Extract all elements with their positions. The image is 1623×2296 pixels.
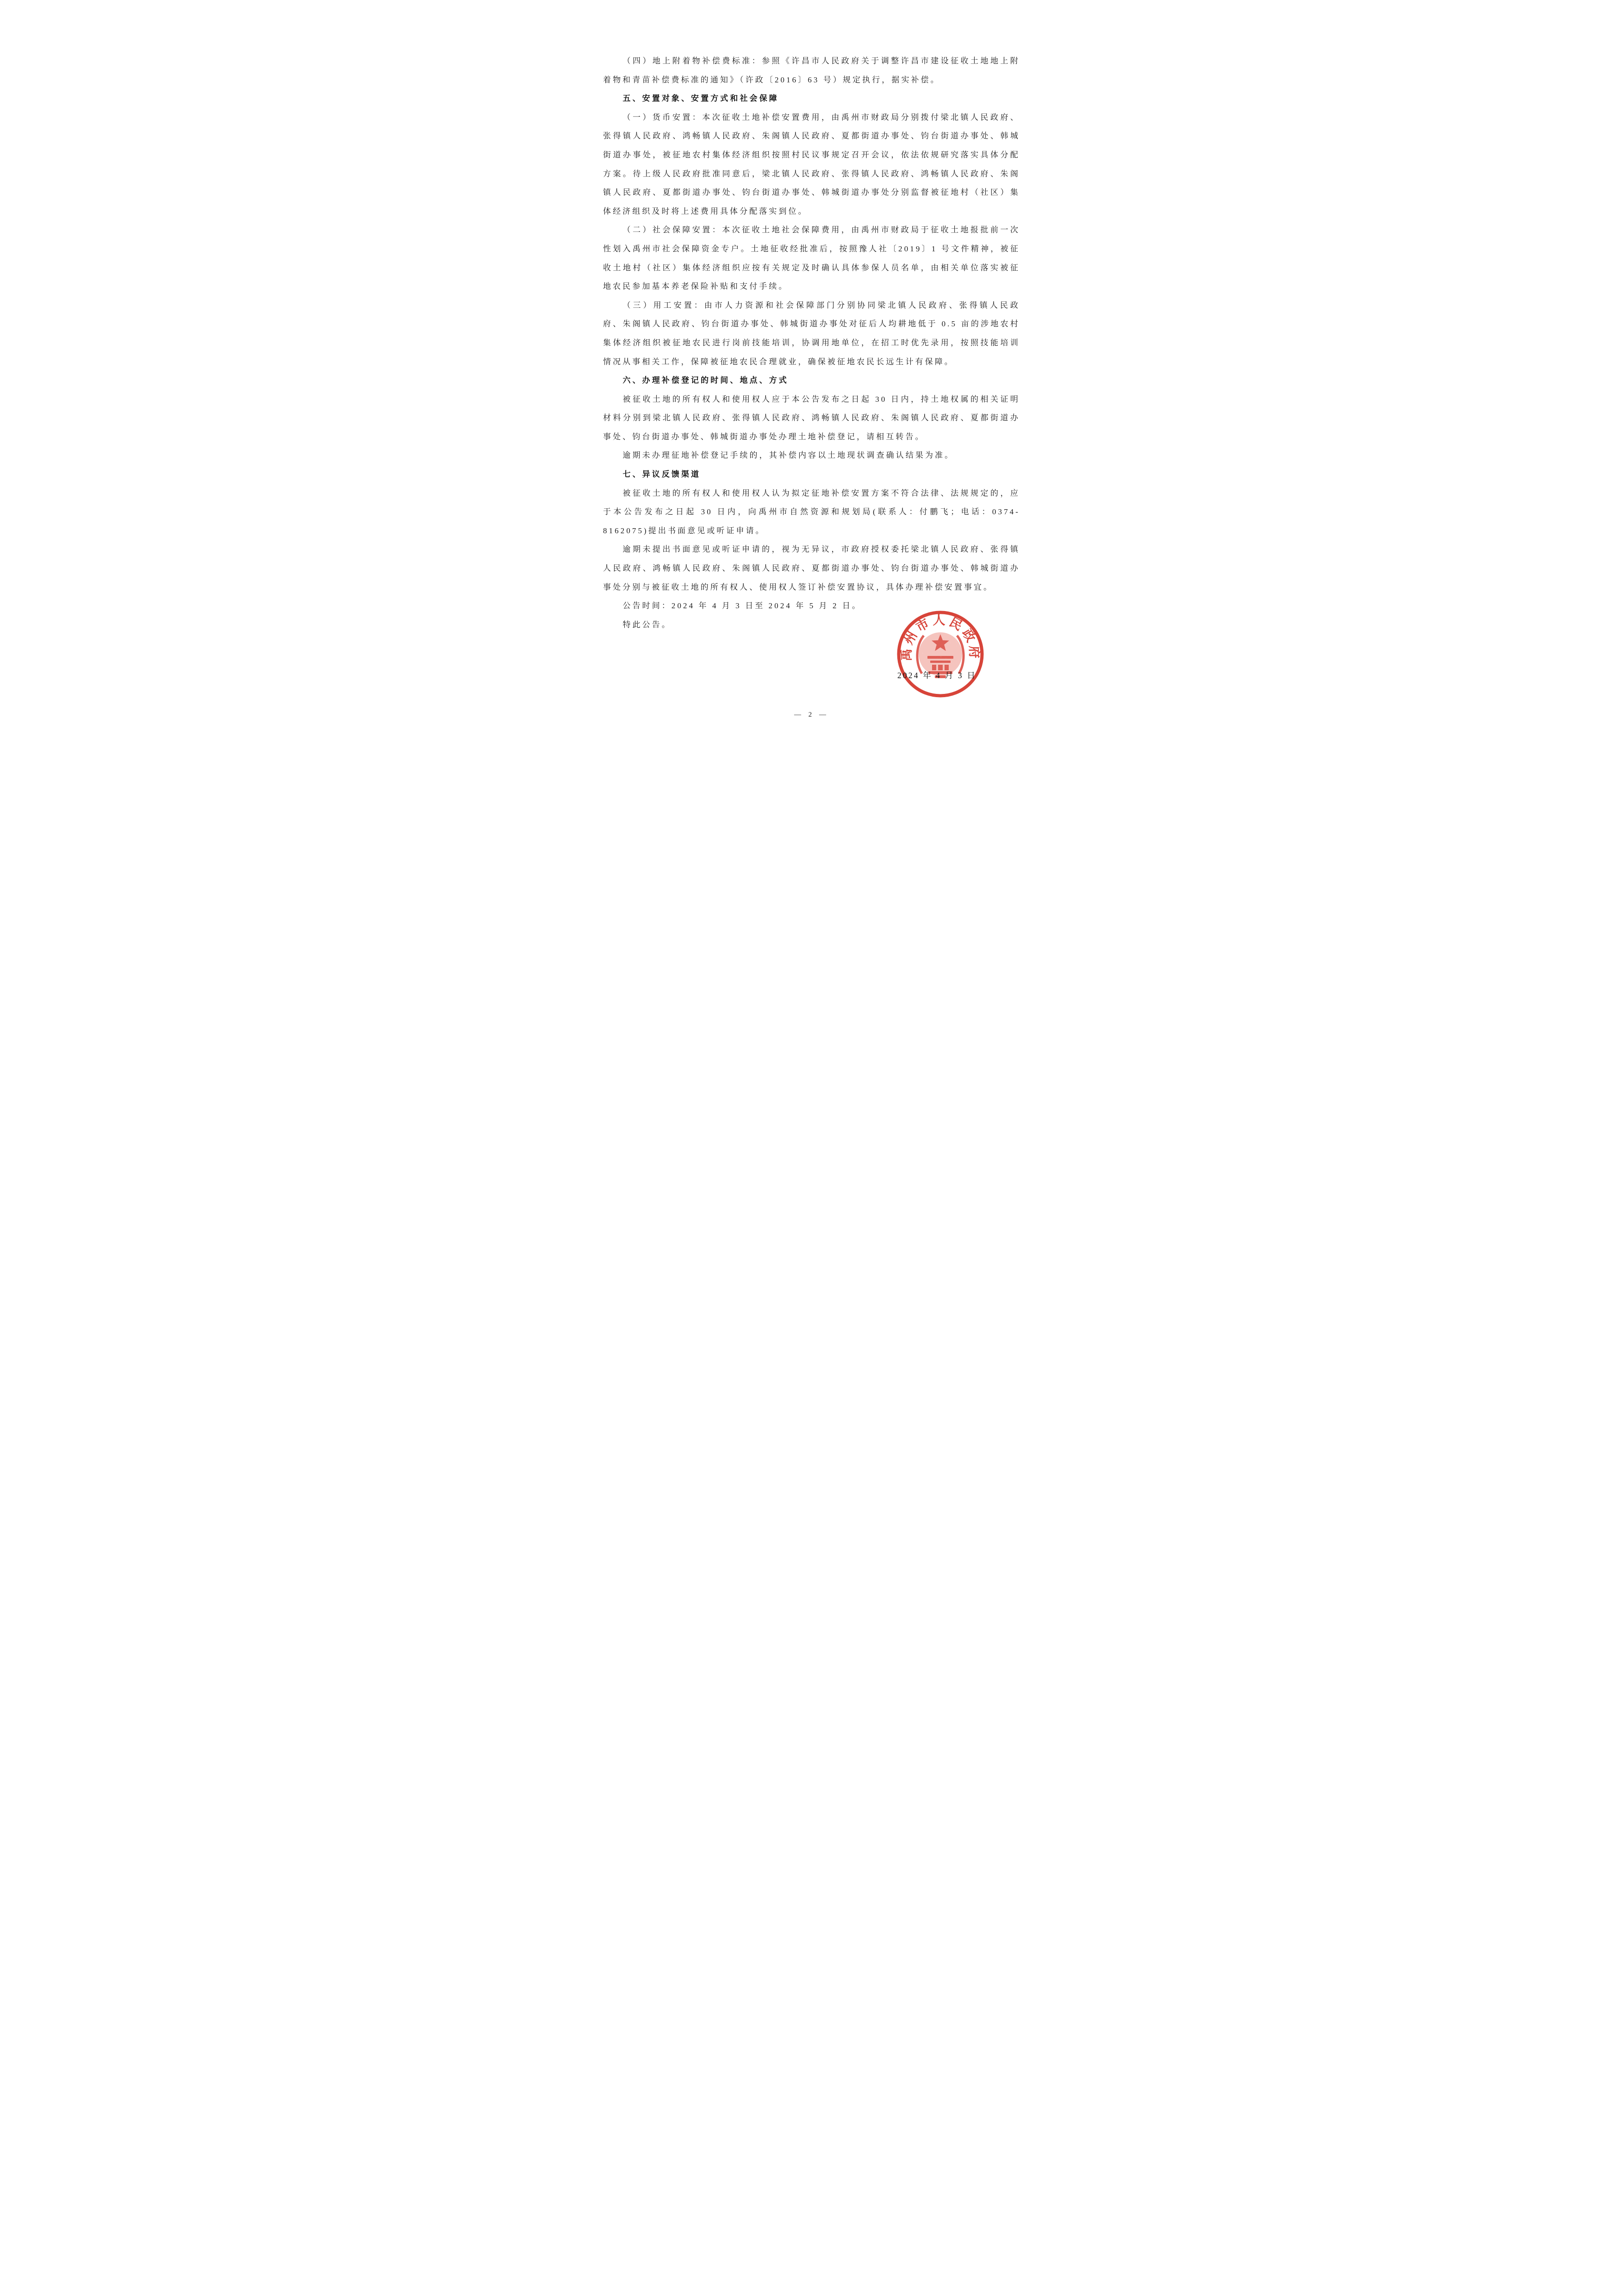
paragraph-overdue-objection: 逾期未提出书面意见或听证申请的，视为无异议，市政府授权委托梁北镇人民政府、张得镇人民政府、鸿畅镇人民政府、朱阁镇人民政府、夏都街道办事处、钧台街道办事处、韩城街道办事处分别与被征收土地的所有权人、使用权人签订补偿安置协议，具体办理补偿安置事宜。 <box>603 545 1020 592</box>
section-heading-registration: 六、办理补偿登记的时间、地点、方式 <box>622 376 789 385</box>
seal-arc-text: 禹州市人民政府 <box>899 613 982 661</box>
document-page <box>541 0 1082 765</box>
paragraph-overdue-registration: 逾期未办理征地补偿登记手续的，其补偿内容以土地现状调查确认结果为准。 <box>622 451 955 460</box>
paragraph-objection-channel: 被征收土地的所有权人和使用权人认为拟定征地补偿安置方案不符合法律、法规规定的，应于本公告发布之日起 30 日内，向禹州市自然资源和规划局(联系人：付鹏飞；电话：0374-8162075)提出书面意见或听证申请。 <box>603 488 1020 535</box>
paragraph-registration-procedure: 被征收土地的所有权人和使用权人应于本公告发布之日起 30 日内，持土地权属的相关证明材料分别到梁北镇人民政府、张得镇人民政府、鸿畅镇人民政府、朱阁镇人民政府、夏都街道办事处、钧台街道办事处、韩城街道办事处办理土地补偿登记，请相互转告。 <box>603 394 1020 441</box>
paragraph-announcement-period: 公告时间：2024 年 4 月 3 日至 2024 年 5 月 2 日。 <box>622 601 862 611</box>
page-number: — 2 — <box>794 711 829 718</box>
issue-date: 2024 年 4 月 3 日 <box>897 671 976 680</box>
paragraph-hereby-announced: 特此公告。 <box>622 620 672 629</box>
paragraph-monetary-resettlement: （一）货币安置：本次征收土地补偿安置费用，由禹州市财政局分别拨付梁北镇人民政府、张得镇人民政府、鸿畅镇人民政府、朱阁镇人民政府、夏都街道办事处、钧台街道办事处、韩城街道办事处，被征地农村集体经济组织按照村民议事规定召开会议，依法依规研究落实具体分配方案。待上级人民政府批准同意后，梁北镇人民政府、张得镇人民政府、鸿畅镇人民政府、朱阁镇人民政府、夏都街道办事处、钧台街道办事处、韩城街道办事处分别监督被征地村（社区）集体经济组织及时将上述费用具体分配落实到位。 <box>603 112 1020 216</box>
paragraph-ground-attachments-standard: （四）地上附着物补偿费标准：参照《许昌市人民政府关于调整许昌市建设征收土地地上附着物和青苗补偿费标准的通知》（许政〔2016〕63 号）规定执行，据实补偿。 <box>603 56 1020 84</box>
paragraph-employment-resettlement: （三）用工安置：由市人力资源和社会保障部门分别协同梁北镇人民政府、张得镇人民政府、朱阁镇人民政府、钧台街道办事处、韩城街道办事处对征后人均耕地低于 0.5 亩的涉地农村集体经济组织被征地农民进行岗前技能培训，协调用地单位，在招工时优先录用，按照技能培训情况从事相关工作，保障被征地农民合理就业，确保被征地农民长远生计有保障。 <box>603 300 1020 366</box>
official-seal <box>894 608 987 700</box>
section-heading-objection: 七、异议反馈渠道 <box>622 470 701 479</box>
official-seal-graphic <box>894 608 987 700</box>
announcement-body <box>603 52 1020 634</box>
section-heading-resettlement: 五、安置对象、安置方式和社会保障 <box>622 94 779 103</box>
paragraph-social-security: （二）社会保障安置：本次征收土地社会保障费用，由禹州市财政局于征收土地报批前一次性划入禹州市社会保障资金专户。土地征收经批准后，按照豫人社〔2019〕1 号文件精神，被征收土地村（社区）集体经济组织应按有关规定及时确认具体参保人员名单，由相关单位落实被征地农民参加基本养老保险补贴和支付手续。 <box>603 225 1020 291</box>
